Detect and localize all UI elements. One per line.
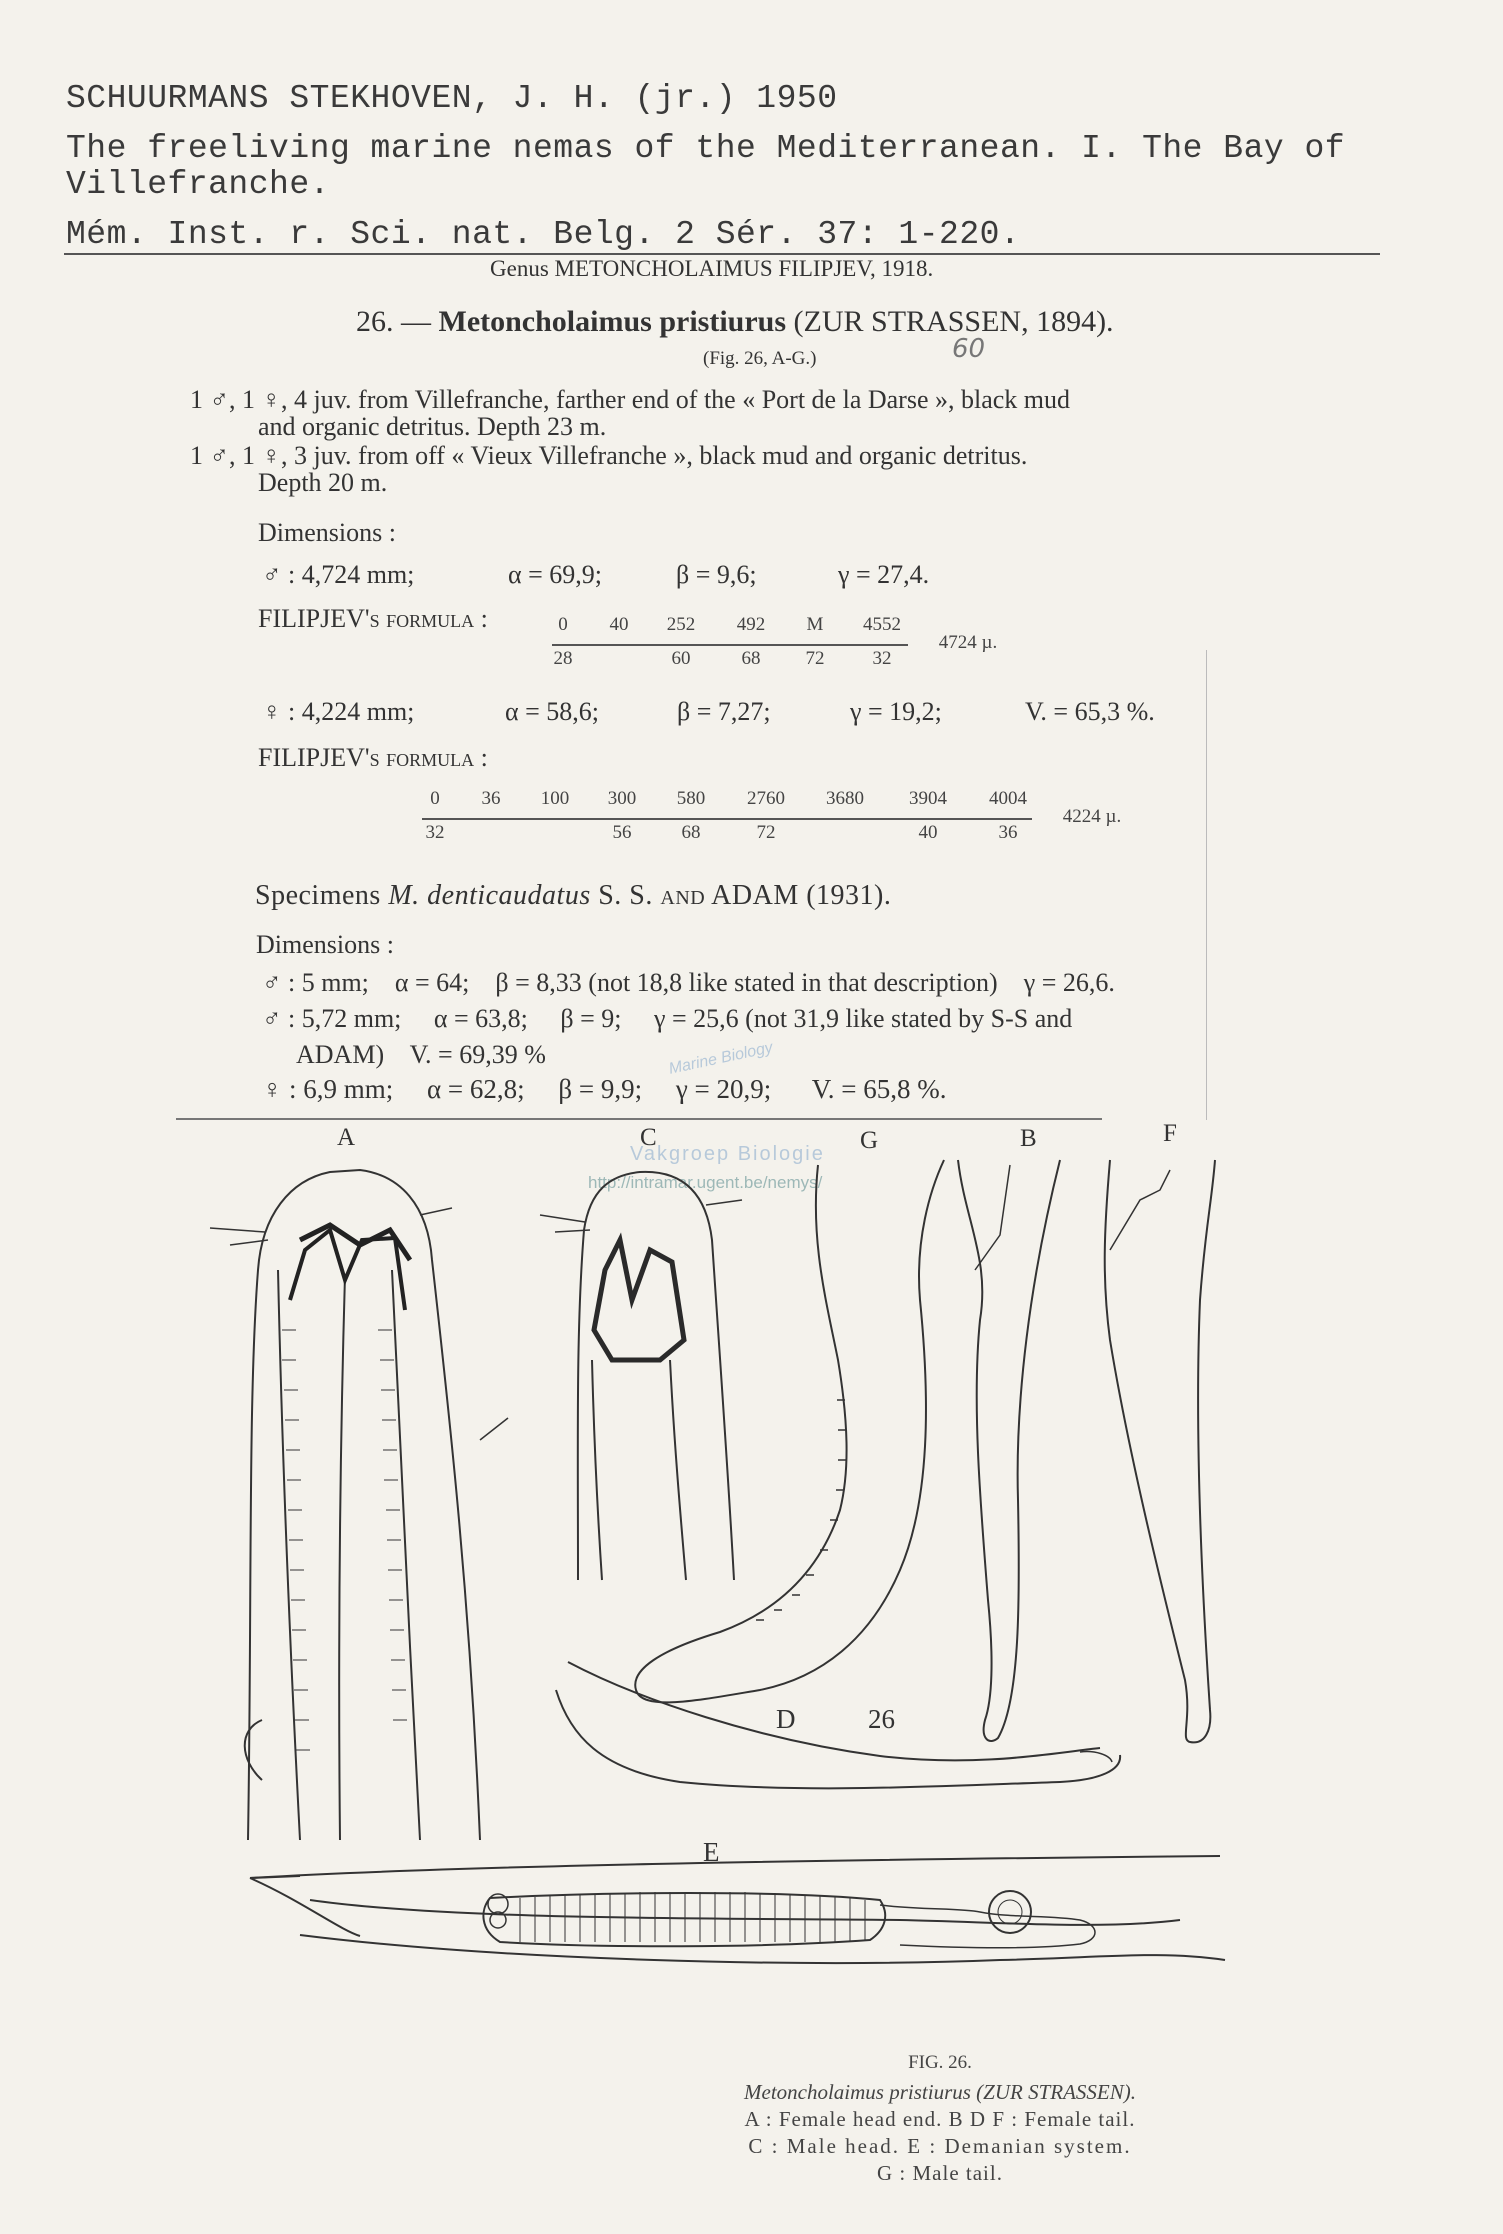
fig-label-b: B <box>1020 1125 1037 1152</box>
male-formula-top: 252 <box>666 614 696 635</box>
species-name: Metoncholaimus pristiurus <box>438 305 787 338</box>
female-alpha: α = 58,6; <box>505 697 600 726</box>
male-alpha: α = 69,9; <box>508 560 603 589</box>
fig-f-female-tail <box>1105 1160 1215 1742</box>
female-formula-bottom: 32 <box>425 822 445 843</box>
female-formula-bottom: 72 <box>756 822 776 843</box>
material-line-2: 1 ♂, 1 ♀, 3 juv. from off « Vieux Villefranche », black mud and organic detritus. <box>190 441 1028 470</box>
fig-label-d: D <box>776 1704 796 1734</box>
citation-title-cont: Villefranche. <box>66 166 330 203</box>
fig-d-female-tail <box>556 1662 1120 1788</box>
male-gamma: γ = 27,4. <box>838 560 930 589</box>
genus-author: FILIPJEV, 1918. <box>778 256 934 281</box>
genus-label: Genus <box>490 256 549 281</box>
species-number: 26. — <box>356 305 431 338</box>
fig-label-c: C <box>640 1124 657 1151</box>
female-formula-bottom: 56 <box>612 822 632 843</box>
fig-c-male-head <box>540 1172 742 1580</box>
specimens-name: M. denticaudatus <box>388 880 591 911</box>
handwritten-annotation: 60 <box>952 334 986 364</box>
female-formula-bottom: 40 <box>918 822 938 843</box>
male-formula-bottom: 68 <box>741 648 761 669</box>
female-formula-top: 2760 <box>747 788 785 809</box>
male-formula-bottom: 72 <box>805 648 825 669</box>
female-formula-top: 100 <box>540 788 570 809</box>
fig-a-female-head <box>210 1170 508 1840</box>
male-formula-top: M <box>806 614 824 635</box>
fig-label-g: G <box>860 1127 879 1154</box>
female-formula-top: 3680 <box>826 788 864 809</box>
fig-e-demanian-system <box>250 1856 1225 1963</box>
watermark-arc: Marine Biology <box>667 1039 775 1078</box>
female-formula-top: 36 <box>481 788 501 809</box>
citation-authors: SCHUURMANS STEKHOVEN, J. H. (jr.) 1950 <box>66 80 838 117</box>
male-formula-top: 0 <box>558 614 568 635</box>
citation-title: The freeliving marine nemas of the Mediterranean. I. The Bay of <box>66 130 1346 167</box>
male-formula-bottom: 32 <box>872 648 892 669</box>
female-beta: β = 7,27; <box>677 697 771 726</box>
female-formula-bottom: 68 <box>681 822 701 843</box>
fig-label-a: A <box>337 1124 356 1151</box>
male-formula-bottom: 60 <box>671 648 691 669</box>
figure-reference: (Fig. 26, A-G.) <box>703 348 817 369</box>
watermark-url: http://intramar.ugent.be/nemys/ <box>588 1173 823 1192</box>
specimens-row-3: ADAM) V. = 69,39 % <box>296 1040 546 1069</box>
formula-label-text: FILIPJEV's formula : <box>258 743 488 772</box>
material-line-1: 1 ♂, 1 ♀, 4 juv. from Villefranche, farther end of the « Port de la Darse », black mud <box>190 385 1071 414</box>
fig-label-number: 26 <box>868 1704 895 1734</box>
specimens-row-2: ♂ : 5,72 mm; α = 63,8; β = 9; γ = 25,6 (not 31,9 like stated by S-S and <box>262 1004 1073 1033</box>
dimensions-label: Dimensions : <box>258 518 396 547</box>
male-formula-top: 4552 <box>863 614 901 635</box>
fig-label-e: E <box>703 1837 720 1867</box>
fig-label-f: F <box>1163 1120 1177 1147</box>
male-formula-top: 492 <box>736 614 766 635</box>
male-beta: β = 9,6; <box>676 560 757 589</box>
fig-g-male-tail <box>635 1160 944 1702</box>
caption-line-1: A : Female head end. B D F : Female tail. <box>744 2107 1136 2131</box>
male-formula-total: 4724 µ. <box>938 632 998 653</box>
female-v: V. = 65,3 %. <box>1025 697 1155 726</box>
caption-title: FIG. 26. <box>908 2052 972 2073</box>
caption-line-3: G : Male tail. <box>877 2161 1003 2185</box>
female-formula-top: 3904 <box>909 788 947 809</box>
fig-a-ticks <box>282 1330 407 1750</box>
citation-journal: Mém. Inst. r. Sci. nat. Belg. 2 Sér. 37: 1-220. <box>66 216 1021 253</box>
female-gamma: γ = 19,2; <box>850 697 942 726</box>
male-formula-top: 40 <box>609 614 629 635</box>
male-length: ♂ : 4,724 mm; <box>262 560 415 589</box>
female-formula-total: 4224 µ. <box>1062 806 1122 827</box>
female-formula-bottom: 36 <box>998 822 1018 843</box>
material-line-2b: Depth 20 m. <box>258 468 388 497</box>
female-formula-top: 580 <box>676 788 706 809</box>
specimens-dim-label: Dimensions : <box>256 930 394 959</box>
watermark-main: Vakgroep Biologie <box>630 1143 825 1165</box>
male-formula-bottom: 28 <box>553 648 573 669</box>
specimens-intro: Specimens <box>255 880 381 911</box>
formula-label-text: FILIPJEV's formula : <box>258 604 488 633</box>
female-formula-top: 0 <box>430 788 440 809</box>
female-length: ♀ : 4,224 mm; <box>262 697 415 726</box>
genus-name: METONCHOLAIMUS <box>554 256 773 281</box>
fig-b-female-tail <box>958 1160 1060 1741</box>
specimens-tail: S. S. and ADAM (1931). <box>598 880 892 911</box>
female-formula-top: 300 <box>607 788 637 809</box>
caption-species: Metoncholaimus pristiurus (ZUR STRASSEN). <box>744 2080 1136 2104</box>
specimens-row-1: ♂ : 5 mm; α = 64; β = 8,33 (not 18,8 like stated in that description) γ = 26,6. <box>262 968 1115 997</box>
female-formula-top: 4004 <box>989 788 1027 809</box>
specimens-row-4: ♀ : 6,9 mm; α = 62,8; β = 9,9; γ = 20,9; V. = 65,8 %. <box>262 1074 947 1104</box>
species-author: (ZUR STRASSEN, 1894). <box>793 305 1114 338</box>
caption-line-2: C : Male head. E : Demanian system. <box>748 2134 1132 2158</box>
material-line-1b: and organic detritus. Depth 23 m. <box>258 412 607 441</box>
